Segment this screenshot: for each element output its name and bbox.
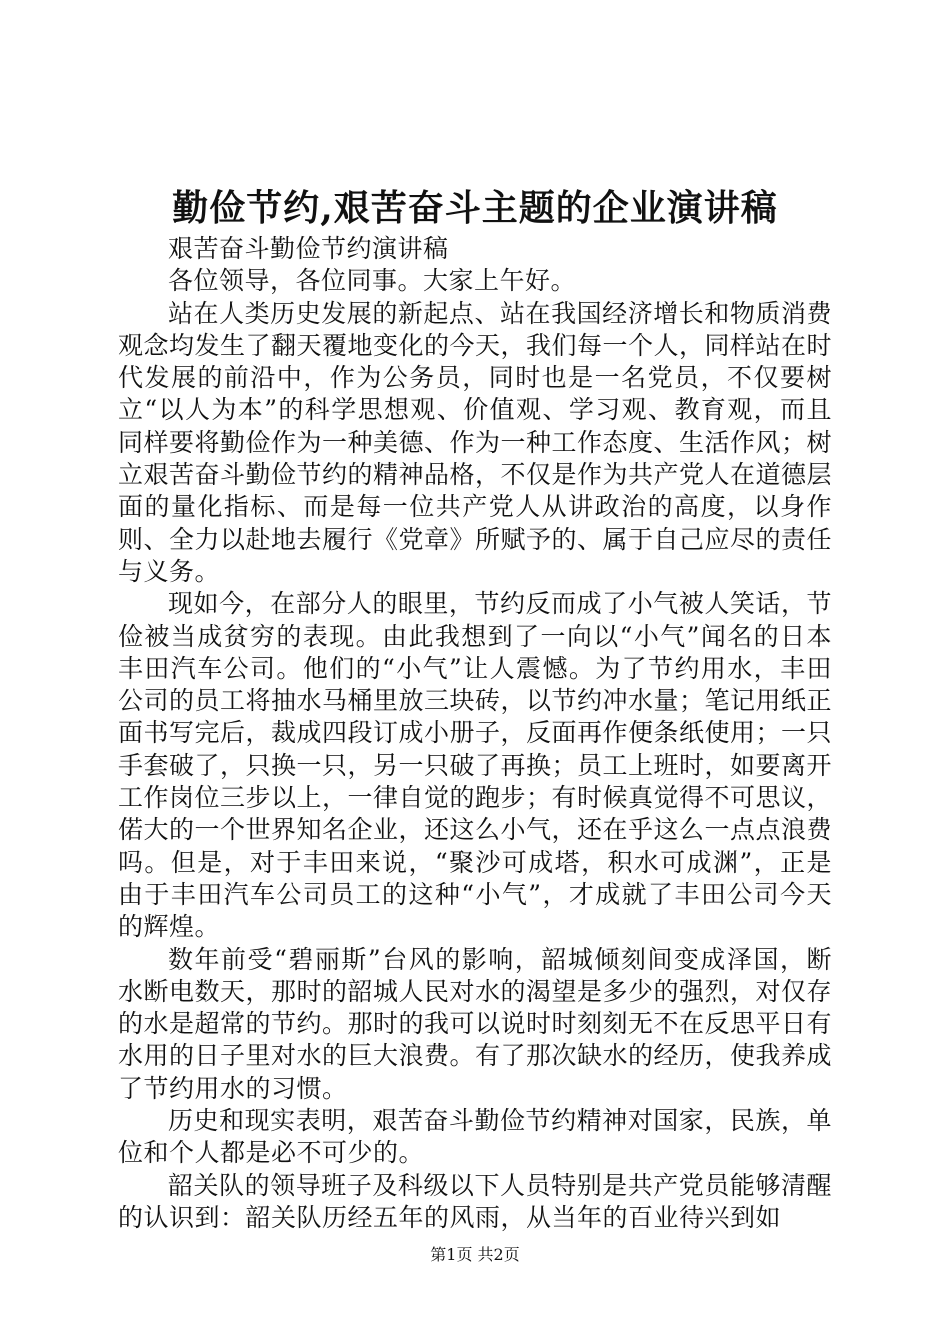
- document-title: 勤俭节约,艰苦奋斗主题的企业演讲稿: [172, 187, 778, 229]
- paragraph-greeting: 各位领导，各位同事。大家上午好。: [168, 266, 577, 296]
- document-body: [118, 233, 832, 1234]
- paragraph: 历史和现实表明，艰苦奋斗勤俭节约精神对国家，民族，单位和个人都是必不可少的。: [118, 1106, 832, 1168]
- paragraph: 数年前受“碧丽斯”台风的影响，韶城倾刻间变成泽国，断水断电数天，那时的韶城人民对水的渴望是多少的强烈，对仅存的水是超常的节约。那时的我可以说时时刻刻无不在反思平日有水用的日子里对水的巨大浪费。有了那次缺水的经历，使我养成了节约用水的习惯。: [118, 944, 833, 1103]
- paragraph-subtitle: 艰苦奋斗勤俭节约演讲稿: [168, 234, 449, 263]
- page-number-footer: 第1页 共2页: [430, 1245, 520, 1264]
- paragraph: 站在人类历史发展的新起点、站在我国经济增长和物质消费观念均发生了翻天覆地变化的今天，我们每一个人，同样站在时代发展的前沿中，作为公务员，同时也是一名党员，不仅要树立“以人为本”的科学思想观、价值观、学习观、教育观，而且同样要将勤俭作为一种美德、作为一种工作态度、生活作风；树立艰苦奋斗勤俭节约的精神品格，不仅是作为共产党人在道德层面的量化指标、而是每一位共产党人从讲政治的高度，以身作则、全力以赴地去履行《党章》所赋予的、属于自己应尽的责任与义务。: [118, 298, 833, 586]
- paragraph: 现如今，在部分人的眼里，节约反而成了小气被人笑话，节俭被当成贫穷的表现。由此我想到了一向以“小气”闻名的日本丰田汽车公司。他们的“小气”让人震憾。为了节约用水，丰田公司的员工将抽水马桶里放三块砖，以节约冲水量；笔记用纸正面书写完后，裁成四段订成小册子，反面再作便条纸使用；一只手套破了，只换一只，另一只破了再换；员工上班时，如要离开工作岗位三步以上，一律自觉的跑步；有时候真觉得不可思议，偌大的一个世界知名企业，还这么小气，还在乎这么一点点浪费吗。但是，对于丰田来说，“聚沙可成塔，积水可成渊”，正是由于丰田汽车公司员工的这种“小气”，才成就了丰田公司今天的辉煌。: [118, 589, 833, 942]
- paragraph: 韶关队的领导班子及科级以下人员特别是共产党员能够清醒的认识到：韶关队历经五年的风雨，从当年的百业待兴到如: [118, 1170, 832, 1232]
